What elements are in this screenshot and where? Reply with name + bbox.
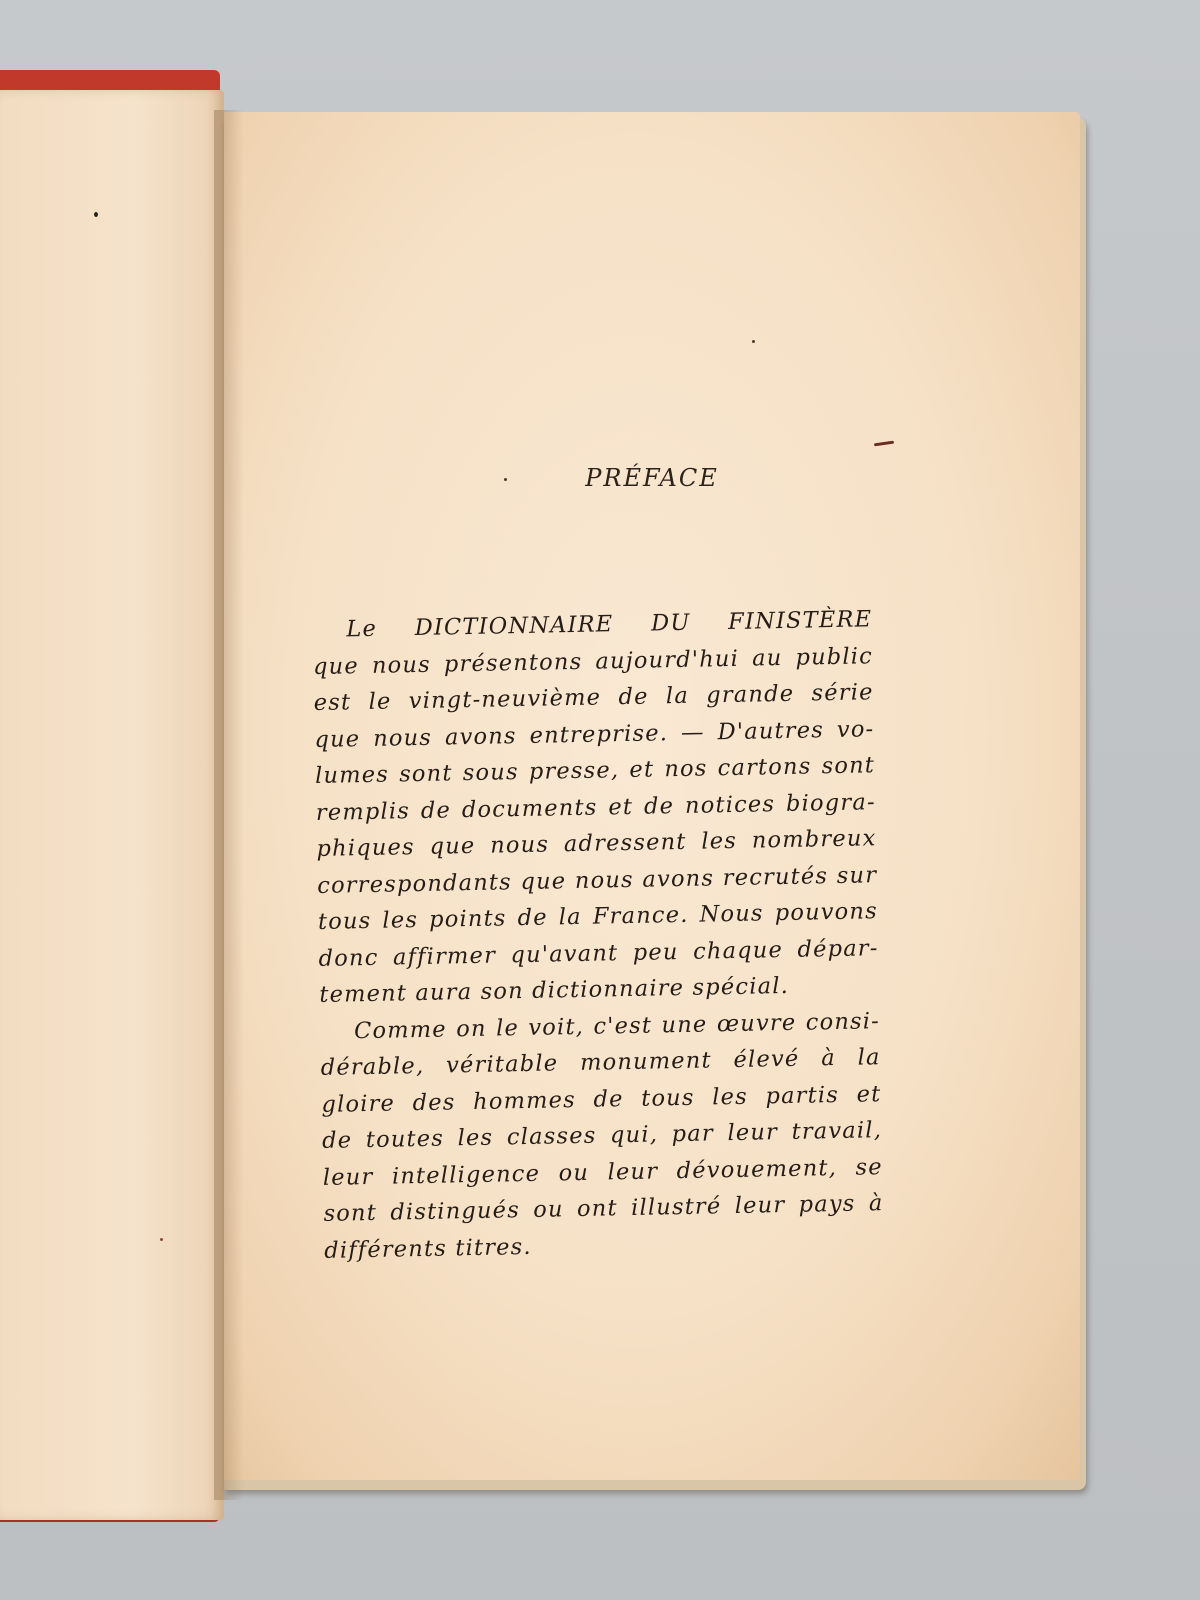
preface-body: [312, 601, 885, 1269]
text-line: que nous avons entreprise. — D'autres vo-: [314, 715, 875, 753]
text-line: tous les points de la France. Nous pouvons: [317, 898, 879, 935]
gutter-shadow: [214, 110, 244, 1500]
text-line: est le vingt-neuvième de la grande série: [313, 679, 874, 716]
text-line: différents titres.: [324, 1233, 533, 1264]
text-line: phiques que nous adressent les nombreux: [316, 825, 877, 862]
text-line: correspondants que nous avons recrutés sur: [317, 861, 878, 899]
ink-dot: [752, 340, 755, 343]
paragraph-1: [312, 601, 880, 1013]
text-line: tement aura son dictionnaire spécial.: [319, 972, 790, 1008]
text-line: sont distingués ou ont illustré leur pays à: [323, 1190, 884, 1227]
text-line: dérable, véritable monument élevé à la: [320, 1044, 881, 1081]
left-page: [0, 90, 224, 1520]
text-line: leur intelligence ou leur dévouement, se: [322, 1153, 884, 1191]
ink-speck: [160, 1238, 163, 1241]
text-line: lumes sont sous presse, et nos cartons sont: [314, 752, 876, 789]
text-line: remplis de documents et de notices biogra-: [315, 788, 876, 826]
text-line: gloire des hommes de tous les partis et: [321, 1080, 882, 1118]
page-title: PRÉFACE: [585, 464, 719, 492]
text-line: Le DICTIONNAIRE DU FINISTÈRE: [346, 606, 873, 643]
paragraph-2: [320, 1003, 885, 1269]
preface-page: [224, 112, 1080, 1480]
text-line: Comme on le voit, c'est une œuvre consi-: [353, 1007, 881, 1044]
text-line: donc affirmer qu'avant peu chaque dépar-: [318, 934, 879, 972]
text-line: de toutes les classes qui, par leur travail,: [321, 1117, 883, 1154]
text-line: que nous présentons aujourd'hui au public: [312, 642, 874, 680]
ink-mark: [874, 441, 894, 447]
ink-speck: [94, 212, 98, 217]
